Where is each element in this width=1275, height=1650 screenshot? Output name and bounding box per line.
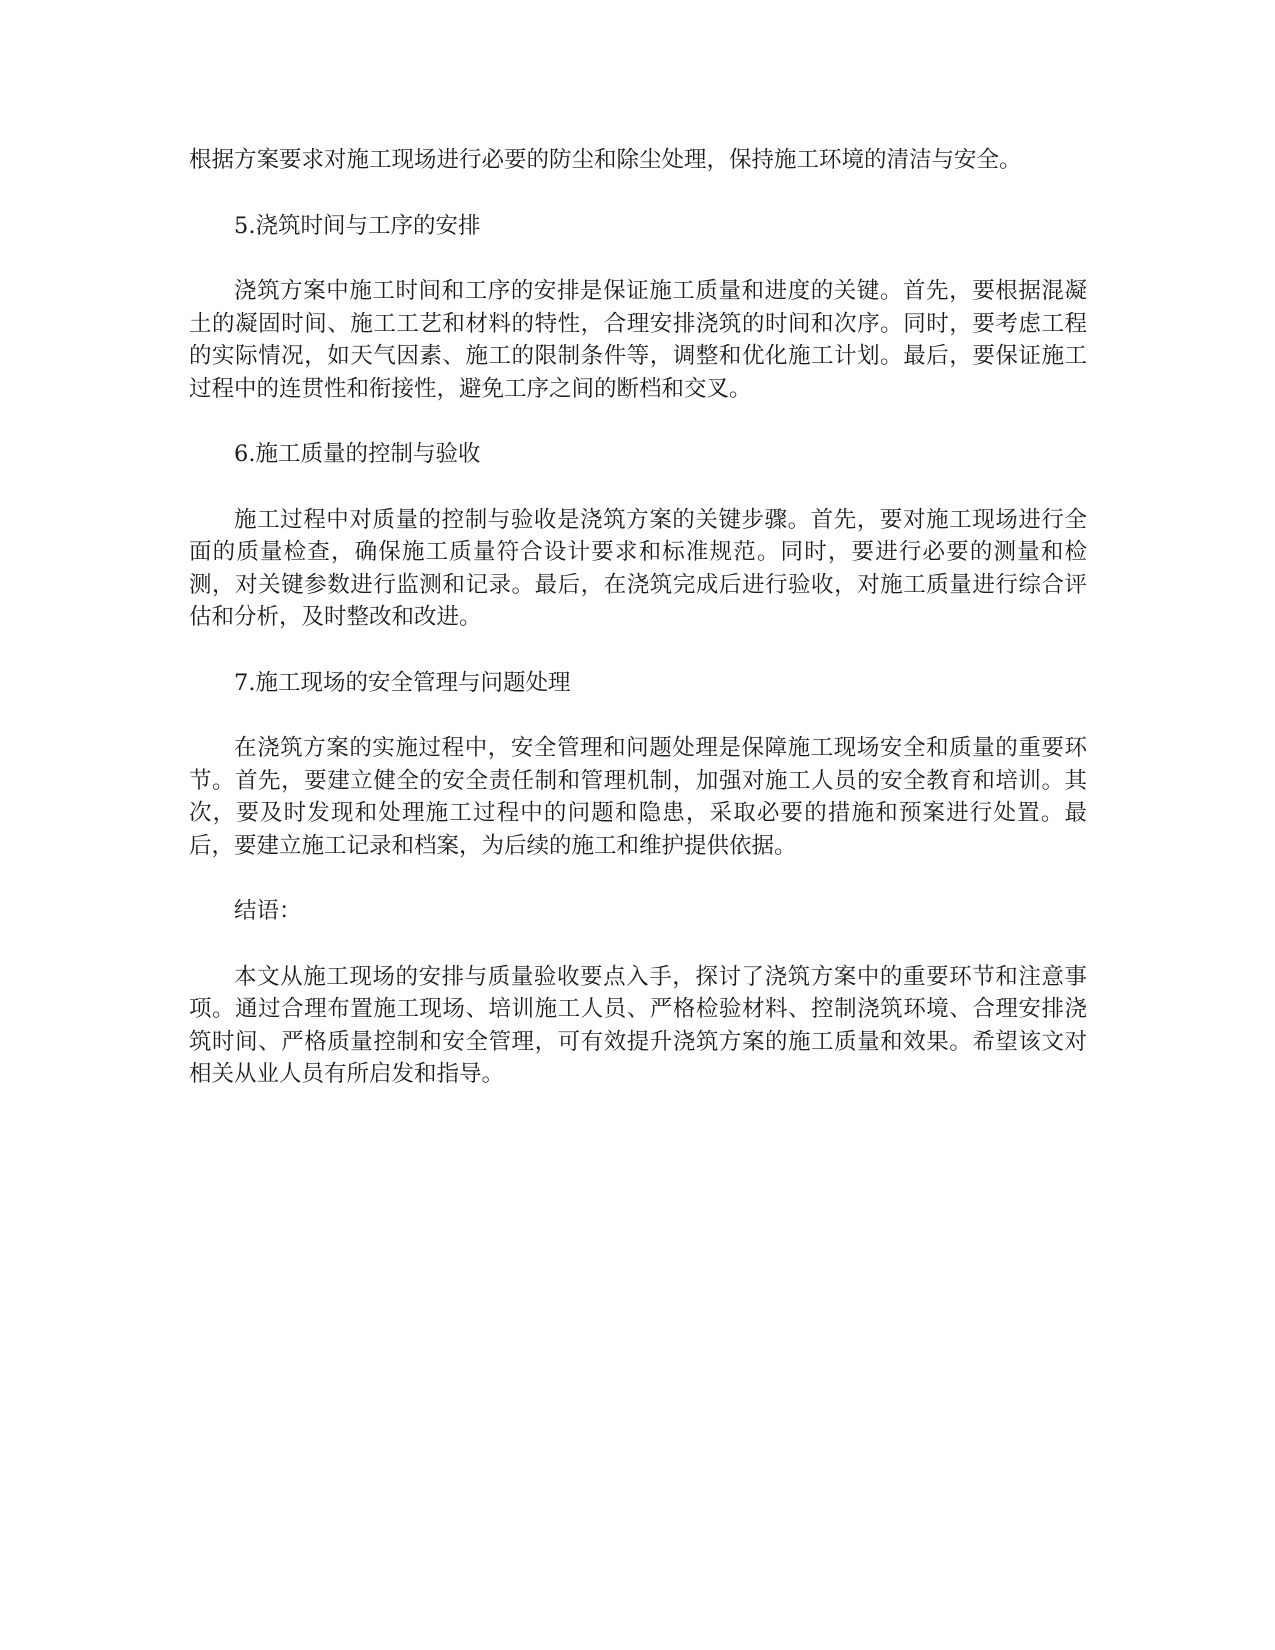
paragraph-continued: 根据方案要求对施工现场进行必要的防尘和除尘处理，保持施工环境的清洁与安全。 xyxy=(189,147,1022,173)
conclusion-heading: 结语： xyxy=(234,898,302,924)
document-body xyxy=(189,144,1087,1124)
paragraph-section-7: 在浇筑方案的实施过程中，安全管理和问题处理是保障施工现场安全和质量的重要环节。首先，要建立健全的安全责任制和管理机制，加强对施工人员的安全教育和培训。其次，要及时发现和处理施工过程中的问题和隐患，采取必要的措施和预案进行处置。最后，要建立施工记录和档案，为后续的施工和维护提供依据。 xyxy=(189,735,1087,859)
section-heading-5: 5.浇筑时间与工序的安排 xyxy=(234,212,481,239)
section-heading-6: 6.施工质量的控制与验收 xyxy=(234,441,481,467)
paragraph-section-5: 浇筑方案中施工时间和工序的安排是保证施工质量和进度的关键。首先，要根据混凝土的凝固时间、施工工艺和材料的特性，合理安排浇筑的时间和次序。同时，要考虑工程的实际情况，如天气因素、施工的限制条件等，调整和优化施工计划。最后，要保证施工过程中的连贯性和衔接性，避免工序之间的断档和交叉。 xyxy=(189,278,1087,402)
section-heading-7: 7.施工现场的安全管理与问题处理 xyxy=(234,669,571,696)
paragraph-section-6: 施工过程中对质量的控制与验收是浇筑方案的关键步骤。首先，要对施工现场进行全面的质量检查，确保施工质量符合设计要求和标准规范。同时，要进行必要的测量和检测，对关键参数进行监测和记录。最后，在浇筑完成后进行验收，对施工质量进行综合评估和分析，及时整改和改进。 xyxy=(189,506,1087,630)
paragraph-conclusion: 本文从施工现场的安排与质量验收要点入手，探讨了浇筑方案中的重要环节和注意事项。通过合理布置施工现场、培训施工人员、严格检验材料、控制浇筑环境、合理安排浇筑时间、严格质量控制和安全管理，可有效提升浇筑方案的施工质量和效果。希望该文对相关从业人员有所启发和指导。 xyxy=(189,963,1087,1087)
